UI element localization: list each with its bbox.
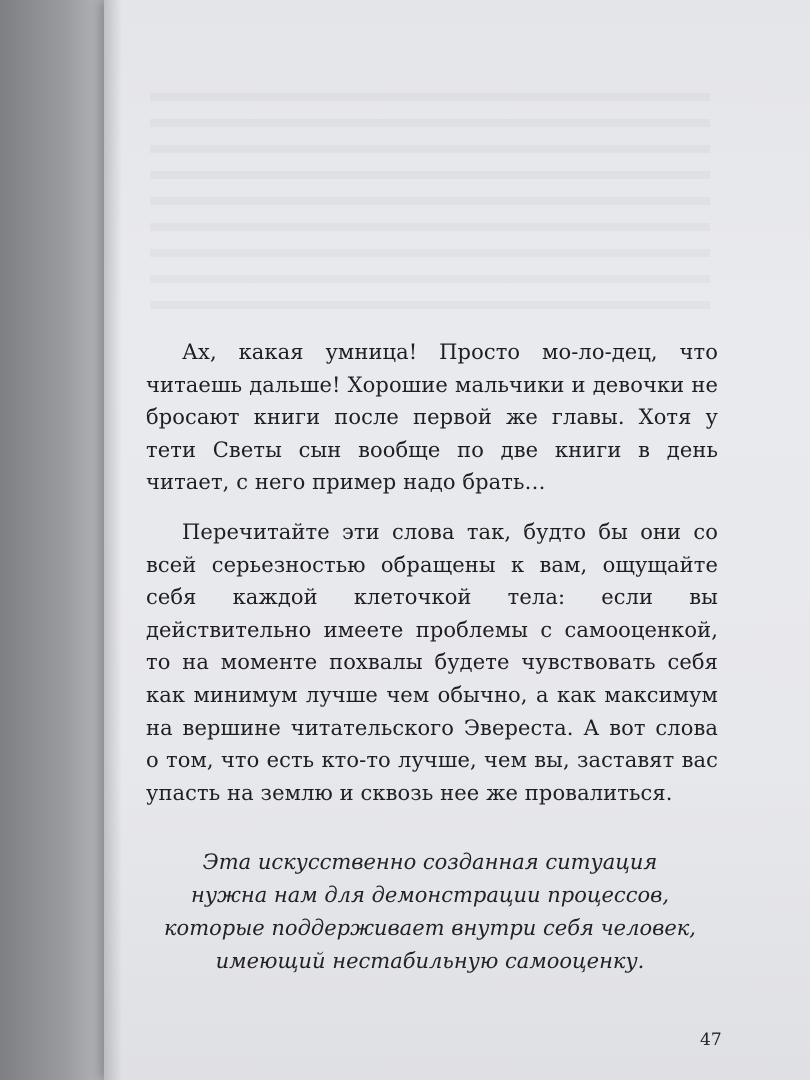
page-fold-shadow: [104, 0, 122, 1080]
body-text: [146, 336, 718, 809]
previous-page-edge: [0, 0, 110, 1080]
callout-line: имеющий нестабильную самооценку.: [215, 949, 645, 973]
bleed-through-text: [150, 75, 710, 315]
callout-line: которые поддерживает внутри себя человек,: [164, 916, 696, 940]
callout-line: Эта искусственно созданная ситуация: [202, 850, 658, 874]
callout-line: нужна нам для демонстрации процессов,: [190, 883, 669, 907]
paragraph: Ах, какая умница! Просто мо-ло-дец, что читаешь дальше! Хорошие мальчики и девочки не бросают книги после первой же главы. Хотя у тети Светы сын вообще по две книги в день читает, с него пример надо брать…: [146, 340, 718, 495]
page-number: 47: [700, 1030, 722, 1050]
paragraph: Перечитайте эти слова так, будто бы они со всей серьезностью обращены к вам, ощущайте себя каждой клеточкой тела: если вы действительно имеете проблемы с самооценкой, то на моменте похвалы будете чувствовать себя как минимум лучше чем обычно, а как максимум на вершине читательского Эвереста. А вот слова о том, что есть кто-то лучше, чем вы, заставят вас упасть на землю и сквозь нее же провалиться.: [146, 519, 718, 805]
italic-callout: [140, 846, 720, 978]
